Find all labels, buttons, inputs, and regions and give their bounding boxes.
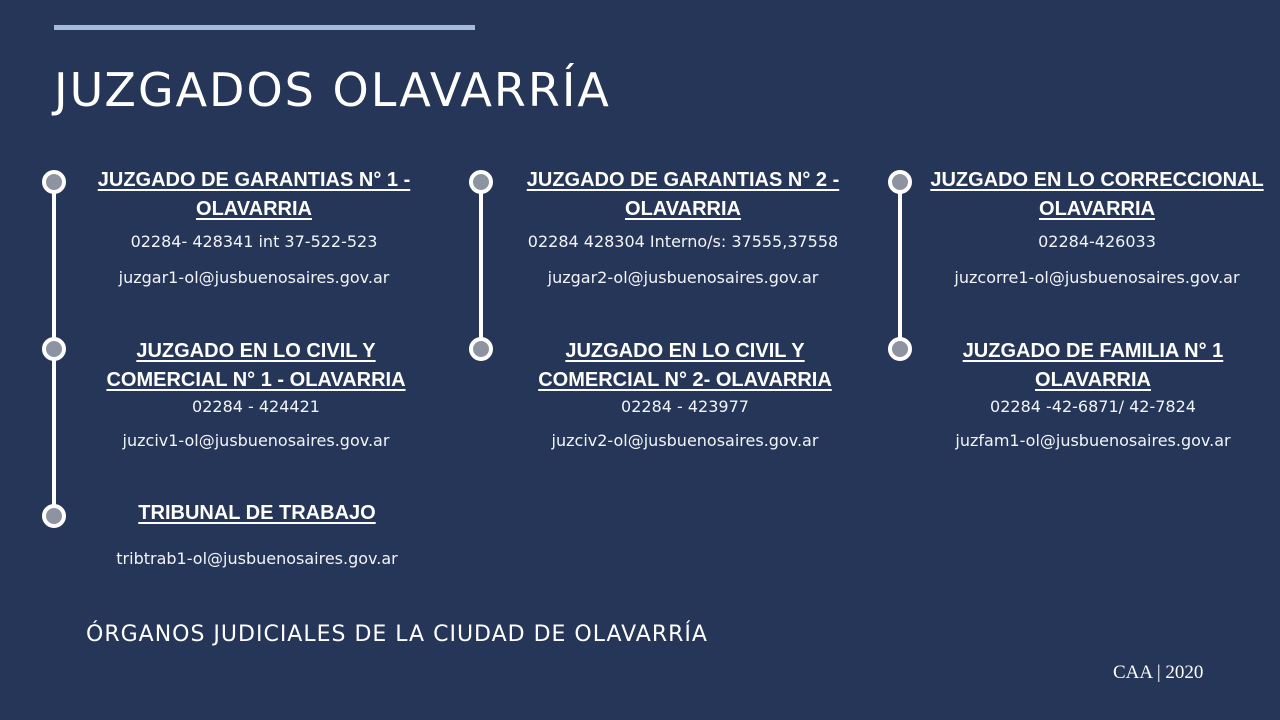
court-name-line: JUZGADO EN LO CORRECCIONAL: [930, 169, 1264, 191]
timeline-node: [888, 337, 912, 361]
court-garantias-1: [74, 166, 434, 288]
title-accent-rule: [54, 25, 475, 30]
court-email: tribtrab1-ol@jusbuenosaires.gov.ar: [116, 549, 398, 568]
credit-label: CAA | 2020: [1113, 662, 1204, 683]
timeline-node: [469, 170, 493, 194]
court-name-line: JUZGADO EN LO CIVIL Y: [565, 340, 805, 362]
court-tribunal-trabajo: [74, 499, 440, 569]
court-name: [915, 337, 1271, 395]
timeline-line-middle: [479, 180, 483, 348]
court-civil-comercial-2: [493, 337, 877, 451]
court-name-line: JUZGADO EN LO CIVIL Y: [136, 340, 376, 362]
court-name-line: COMERCIAL N° 2- OLAVARRIA: [538, 369, 832, 391]
court-phone: 02284- 428341 int 37-522-523: [130, 232, 378, 251]
court-email: juzgar1-ol@jusbuenosaires.gov.ar: [118, 268, 390, 287]
court-phone: 02284 - 424421: [192, 397, 320, 416]
court-correccional: [915, 166, 1279, 288]
court-email: juzcorre1-ol@jusbuenosaires.gov.ar: [954, 268, 1240, 287]
court-name-line: OLAVARRIA: [196, 198, 312, 220]
page-title: JUZGADOS OLAVARRÍA: [54, 63, 611, 117]
timeline-line-right: [898, 180, 902, 348]
court-civil-comercial-1: [74, 337, 438, 451]
court-name: [493, 166, 873, 224]
court-name-line: OLAVARRIA: [1035, 369, 1151, 391]
court-name-line: JUZGADO DE GARANTIAS N° 1 -: [97, 169, 411, 191]
court-name-line: OLAVARRIA: [1039, 198, 1155, 220]
court-name-line: TRIBUNAL DE TRABAJO: [138, 502, 376, 524]
court-name-line: JUZGADO DE GARANTIAS N° 2 -: [526, 169, 840, 191]
timeline-node: [42, 337, 66, 361]
court-name: [74, 166, 434, 224]
court-name: [493, 337, 877, 395]
footer-subtitle: ÓRGANOS JUDICIALES DE LA CIUDAD DE OLAVARRÍA: [86, 622, 708, 647]
court-garantias-2: [493, 166, 873, 288]
timeline-node: [888, 170, 912, 194]
court-name: [74, 499, 440, 528]
court-phone: 02284 -42-6871/ 42-7824: [990, 397, 1196, 416]
timeline-node: [42, 504, 66, 528]
timeline-node: [42, 170, 66, 194]
court-email: juzgar2-ol@jusbuenosaires.gov.ar: [547, 268, 819, 287]
court-phone: 02284 - 423977: [621, 397, 749, 416]
court-name-line: OLAVARRIA: [625, 198, 741, 220]
court-name-line: COMERCIAL N° 1 - OLAVARRIA: [106, 369, 406, 391]
court-name: [915, 166, 1279, 224]
court-familia-1: [915, 337, 1271, 451]
court-phone: 02284-426033: [1038, 232, 1156, 251]
timeline-node: [469, 337, 493, 361]
court-name-line: JUZGADO DE FAMILIA N° 1: [962, 340, 1224, 362]
court-email: juzfam1-ol@jusbuenosaires.gov.ar: [955, 431, 1231, 450]
court-email: juzciv1-ol@jusbuenosaires.gov.ar: [122, 431, 390, 450]
court-phone: 02284 428304 Interno/s: 37555,37558: [527, 232, 839, 251]
court-name: [74, 337, 438, 395]
court-email: juzciv2-ol@jusbuenosaires.gov.ar: [551, 431, 819, 450]
